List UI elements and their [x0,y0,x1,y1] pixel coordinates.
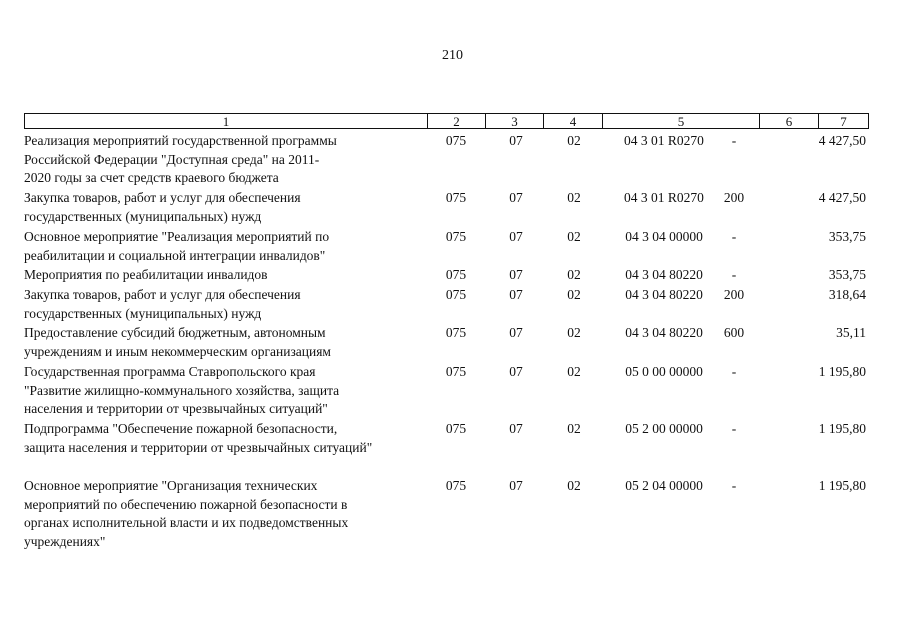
description-line: государственных (муниципальных) нужд [24,305,262,321]
cell-col-2: 075 [445,421,467,436]
description-line: Закупка товаров, работ и услуг для обеспечения [24,287,301,302]
cell-col-2: 075 [445,267,467,282]
description-line: государственных (муниципальных) нужд [24,208,262,224]
cell-col-7: 4 427,50 [818,133,866,148]
cell-col-4: 02 [567,478,581,493]
row-description [24,324,424,361]
cell-col-7: 4 427,50 [818,190,866,205]
row-description [24,286,424,323]
description-line: реабилитации и социальной интеграции инвалидов" [24,247,326,263]
cell-col-2: 075 [445,229,467,244]
header-col-6: 6 [760,114,819,128]
cell-col-5: 04 3 04 00000 [625,229,703,244]
cell-col-3: 07 [509,190,523,205]
cell-col-6: - [731,133,737,148]
row-description [24,477,424,551]
header-col-7: 7 [840,114,847,129]
description-line: Основное мероприятие "Организация технических [24,478,318,493]
cell-col-4: 02 [567,190,581,205]
page-number: 210 [442,48,463,63]
cell-col-2: 075 [445,478,467,493]
row-description [24,363,424,419]
cell-col-7: 1 195,80 [818,478,866,493]
cell-col-5: 04 3 04 80220 [625,267,703,282]
table-header [24,113,869,129]
header-col-5: 5 [603,114,760,128]
description-line: Государственная программа Ставропольского края [24,364,316,379]
row-description [24,228,424,265]
description-line: Основное мероприятие "Реализация мероприятий по [24,229,330,244]
header-col-4: 4 [544,114,603,128]
cell-col-6: 200 [723,287,745,302]
cell-col-3: 07 [509,133,523,148]
cell-col-4: 02 [567,421,581,436]
cell-col-6: - [731,267,737,282]
description-line: 2020 годы за счет средств краевого бюджета [24,170,279,185]
cell-col-3: 07 [509,364,523,379]
cell-col-7: 1 195,80 [818,421,866,436]
cell-col-5: 04 3 01 R0270 [624,133,704,148]
header-col-2: 2 [428,114,486,128]
cell-col-3: 07 [509,267,523,282]
cell-col-6: - [731,421,737,436]
cell-col-6: 200 [723,190,745,205]
cell-col-3: 07 [509,287,523,302]
description-line: Мероприятия по реабилитации инвалидов [24,267,268,282]
description-line: органах исполнительной власти и их подведомственных [24,515,349,530]
cell-col-3: 07 [509,325,523,340]
cell-col-2: 075 [445,325,467,340]
cell-col-7: 318,64 [828,287,866,302]
cell-col-6: - [731,478,737,493]
description-line: учреждениях" [24,533,106,549]
cell-col-5: 04 3 04 80220 [625,287,703,302]
cell-col-3: 07 [509,478,523,493]
header-col-3: 3 [486,114,544,128]
description-line: Реализация мероприятий государственной программы [24,133,337,148]
cell-col-3: 07 [509,229,523,244]
cell-col-3: 07 [509,421,523,436]
cell-col-7: 353,75 [828,229,866,244]
description-line: населения и территории от чрезвычайных ситуаций" [24,401,328,416]
row-description [24,189,424,226]
cell-col-4: 02 [567,133,581,148]
cell-col-4: 02 [567,229,581,244]
description-line: Закупка товаров, работ и услуг для обеспечения [24,190,301,205]
cell-col-4: 02 [567,325,581,340]
description-line: учреждениям и иным некоммерческим организациям [24,343,331,359]
row-description [24,266,424,285]
cell-col-5: 04 3 04 80220 [625,325,703,340]
cell-col-4: 02 [567,267,581,282]
cell-col-7: 35,11 [836,325,866,340]
description-line: "Развитие жилищно-коммунального хозяйства, защита [24,382,340,398]
description-line: Предоставление субсидий бюджетным, автономным [24,325,326,340]
cell-col-5: 04 3 01 R0270 [624,190,704,205]
cell-col-2: 075 [445,287,467,302]
description-line: защита населения и территории от чрезвычайных ситуаций" [24,439,373,455]
cell-col-2: 075 [445,364,467,379]
cell-col-2: 075 [445,190,467,205]
cell-col-6: 600 [723,325,745,340]
cell-col-5: 05 2 00 00000 [625,421,703,436]
cell-col-7: 1 195,80 [818,364,866,379]
cell-col-4: 02 [567,364,581,379]
cell-col-6: - [731,364,737,379]
cell-col-5: 05 2 04 00000 [625,478,703,493]
description-line: Российской Федерации "Доступная среда" на 2011- [24,151,320,167]
cell-col-5: 05 0 00 00000 [625,364,703,379]
description-line: Подпрограмма "Обеспечение пожарной безопасности, [24,421,338,436]
cell-col-4: 02 [567,287,581,302]
header-col-1: 1 [25,114,428,128]
cell-col-2: 075 [445,133,467,148]
description-line: мероприятий по обеспечению пожарной безопасности в [24,496,348,512]
row-description [24,132,424,188]
row-description [24,420,434,457]
cell-col-6: - [731,229,737,244]
cell-col-7: 353,75 [828,267,866,282]
